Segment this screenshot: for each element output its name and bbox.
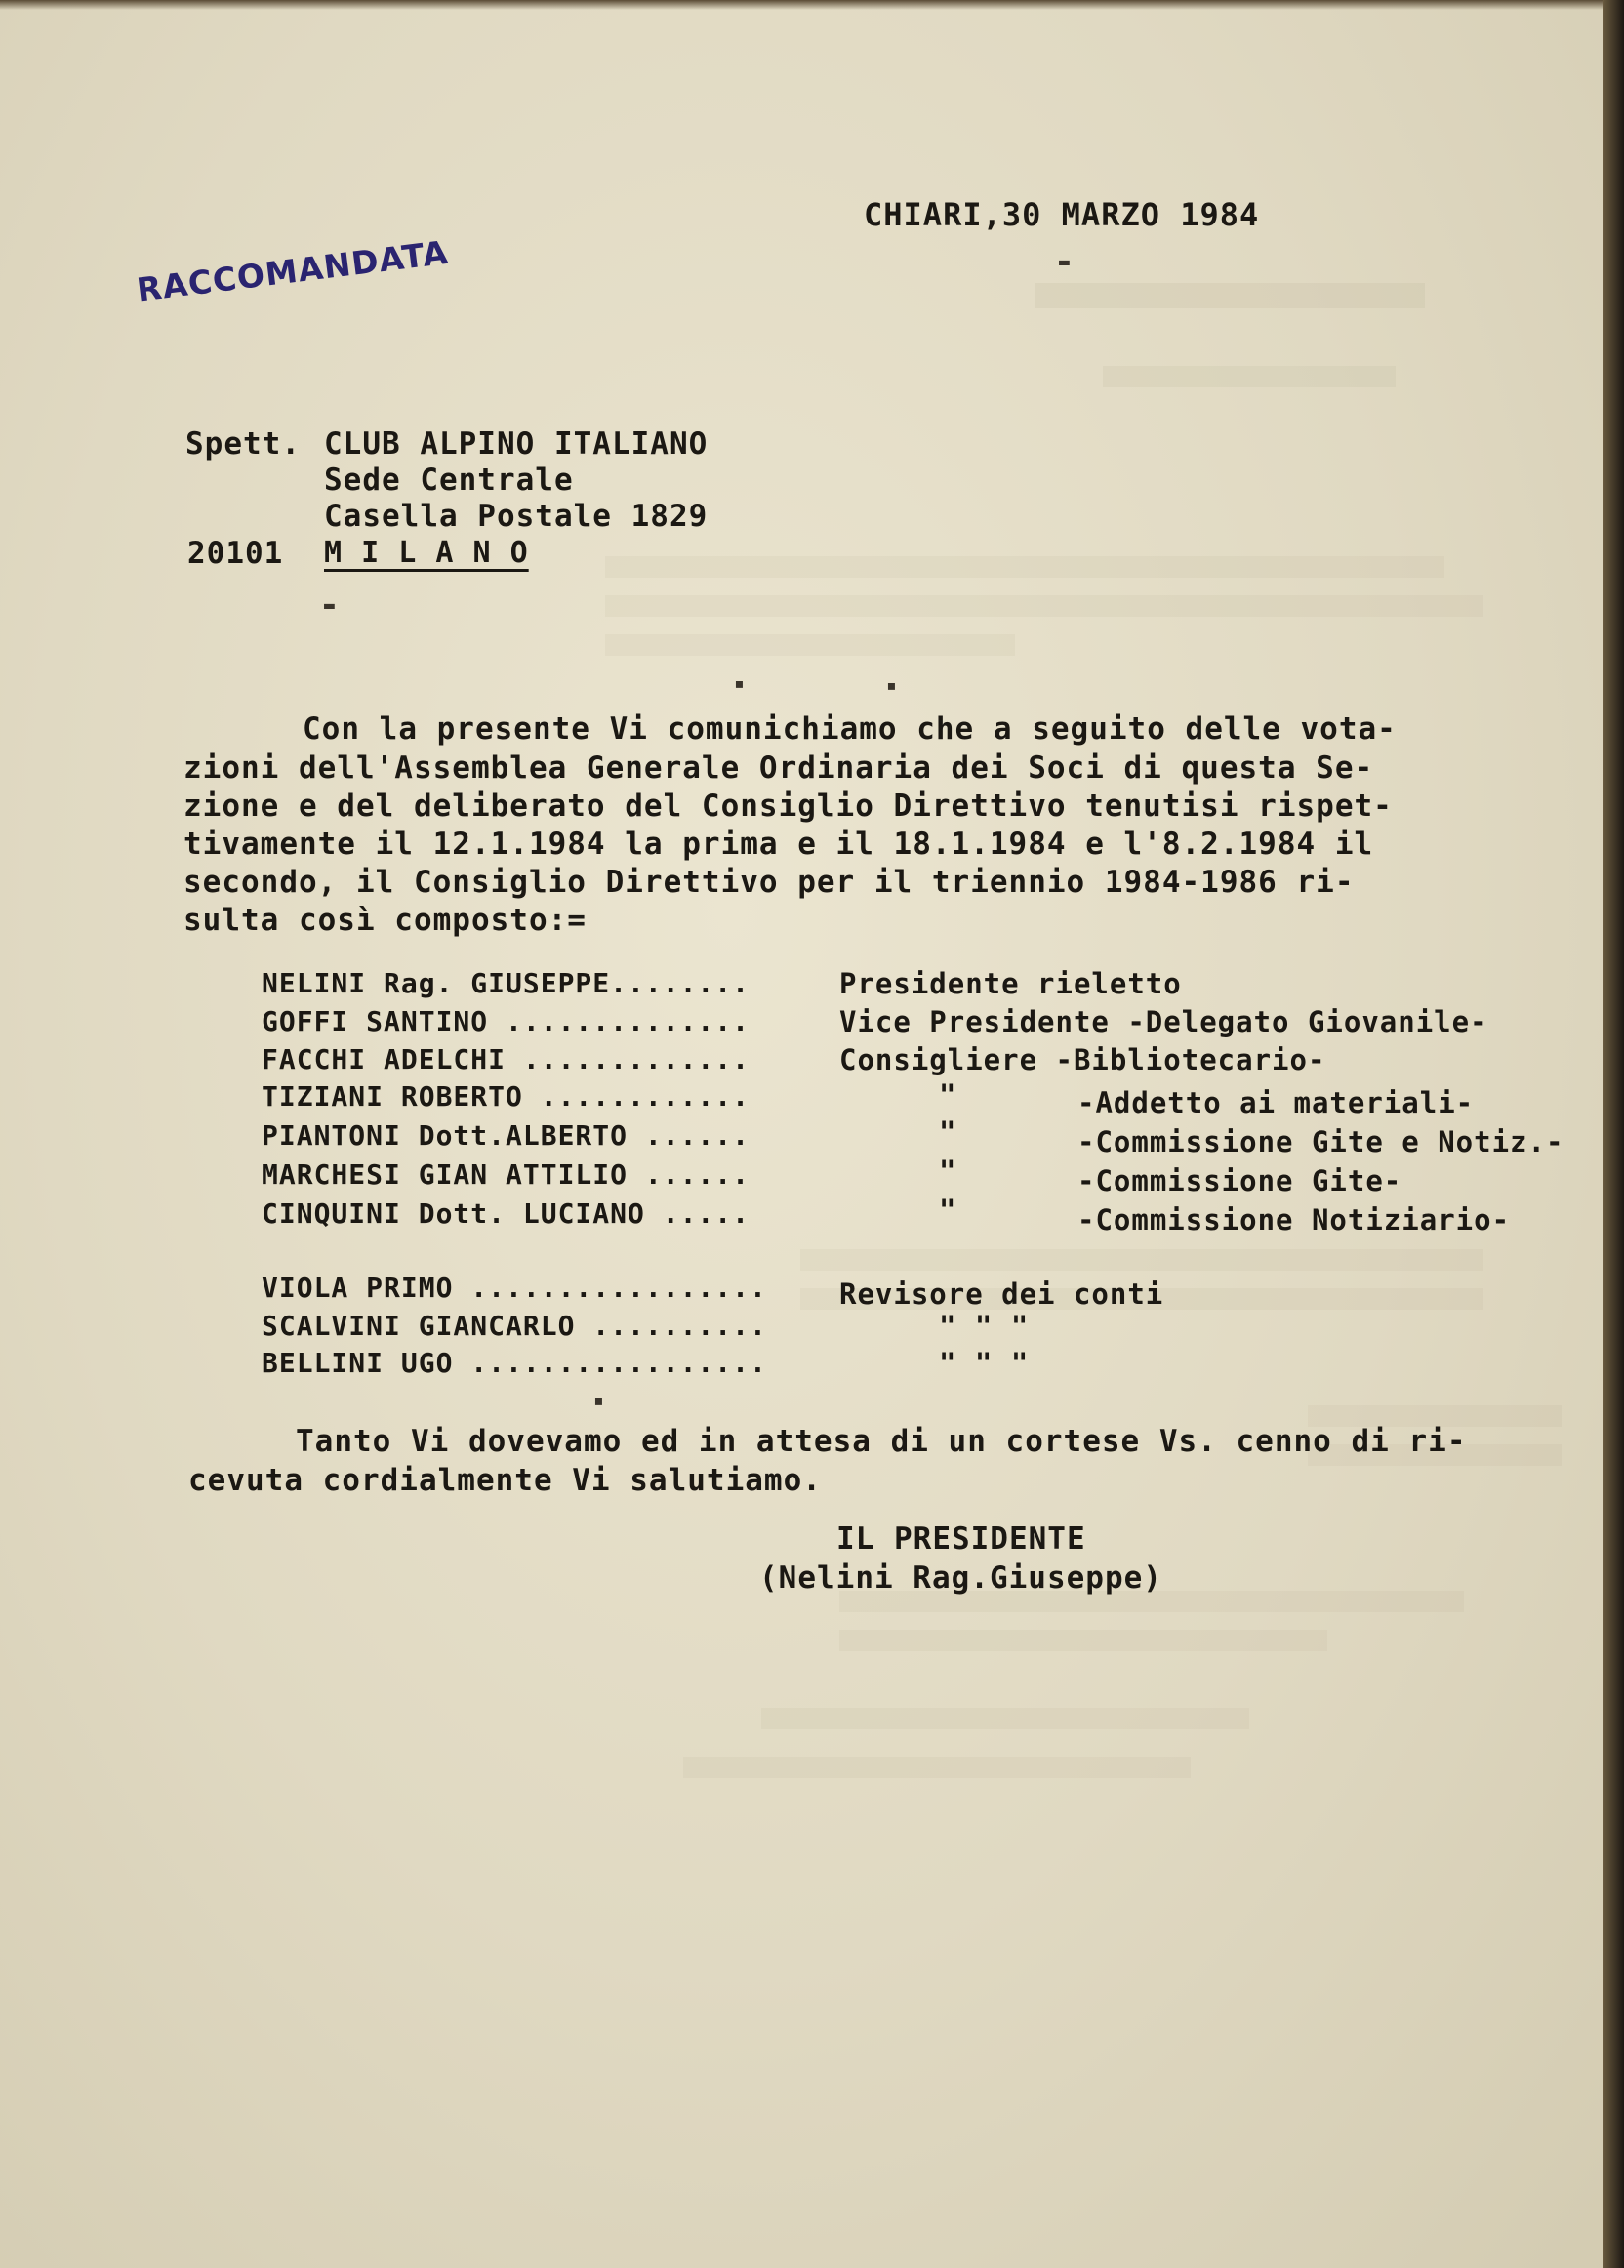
council-name: FACCHI ADELCHI ............. [262, 1043, 751, 1075]
paper-edge-right [1603, 0, 1624, 2268]
recipient-line-3: Casella Postale 1829 [324, 499, 709, 534]
council-name: GOFFI SANTINO .............. [262, 1005, 751, 1037]
auditor-role: Revisore dei conti [839, 1277, 1164, 1311]
auditor-name: SCALVINI GIANCARLO .......... [262, 1310, 767, 1342]
recipient-salutation: Spett. [185, 426, 301, 462]
auditor-name: VIOLA PRIMO ................. [262, 1272, 767, 1304]
stray-mark: ▬ [324, 595, 335, 616]
council-role: " [939, 1115, 957, 1149]
show-through-12 [761, 1708, 1249, 1729]
signature-title: IL PRESIDENTE [836, 1521, 1086, 1557]
show-through-6 [800, 1249, 1483, 1271]
closing-line: Tanto Vi dovevamo ed in attesa di un cortese Vs. cenno di ri- [296, 1424, 1467, 1459]
body-line: zioni dell'Assemblea Generale Ordinaria dei Soci di questa Se- [183, 750, 1374, 786]
council-name: NELINI Rag. GIUSEPPE........ [262, 967, 751, 999]
council-role: Vice Presidente -Delegato Giovanile- [839, 1005, 1488, 1038]
recipient-postcode: 20101 [187, 536, 284, 571]
show-through-11 [839, 1630, 1327, 1651]
auditor-role: " " " [939, 1310, 1030, 1343]
recipient-line-2: Sede Centrale [324, 463, 574, 498]
show-through-1 [1035, 283, 1425, 308]
council-duty: -Commissione Notiziario- [1077, 1203, 1511, 1236]
council-name: CINQUINI Dott. LUCIANO ..... [262, 1197, 751, 1230]
council-name: MARCHESI GIAN ATTILIO ...... [262, 1158, 751, 1191]
council-role: " [939, 1154, 957, 1188]
show-through-4 [605, 595, 1483, 617]
auditor-name: BELLINI UGO ................. [262, 1347, 767, 1379]
show-through-2 [1103, 366, 1396, 387]
council-duty: -Addetto ai materiali- [1077, 1086, 1475, 1119]
show-through-5 [605, 634, 1015, 656]
auditor-role: " " " [939, 1347, 1030, 1380]
council-role: " [939, 1194, 957, 1227]
recipient-line-1: CLUB ALPINO ITALIANO [324, 426, 709, 462]
stray-mark: ▪ [886, 675, 897, 696]
body-line: tivamente il 12.1.1984 la prima e il 18.1.1984 e l'8.2.1984 il [183, 827, 1374, 862]
raccomandata-stamp: RACCOMANDATA [135, 232, 451, 309]
paper-edge-top [0, 0, 1624, 10]
stray-mark: ▪ [593, 1391, 604, 1411]
council-duty: -Commissione Gite- [1077, 1164, 1402, 1197]
council-name: TIZIANI ROBERTO ............ [262, 1080, 751, 1113]
recipient-city: M I L A N O [324, 536, 529, 570]
body-line: sulta così composto:= [183, 903, 587, 938]
council-role: Consigliere -Bibliotecario- [839, 1043, 1326, 1076]
body-line: Con la presente Vi comunichiamo che a seguito delle vota- [303, 711, 1397, 747]
closing-line: cevuta cordialmente Vi salutiamo. [188, 1463, 822, 1498]
council-role: Presidente rieletto [839, 967, 1182, 1000]
council-name: PIANTONI Dott.ALBERTO ...... [262, 1119, 751, 1152]
body-line: secondo, il Consiglio Direttivo per il triennio 1984-1986 ri- [183, 865, 1355, 900]
stray-mark: ▪ [734, 673, 745, 694]
date-line: CHIARI,30 MARZO 1984 [864, 196, 1260, 233]
show-through-3 [605, 556, 1444, 578]
body-line: zione e del deliberato del Consiglio Direttivo tenutisi rispet- [183, 789, 1393, 824]
signature-name: (Nelini Rag.Giuseppe) [759, 1560, 1162, 1596]
stray-mark: ▬ [1059, 252, 1070, 272]
council-role: " [939, 1078, 957, 1112]
council-duty: -Commissione Gite e Notiz.- [1077, 1125, 1564, 1158]
show-through-13 [683, 1757, 1191, 1778]
